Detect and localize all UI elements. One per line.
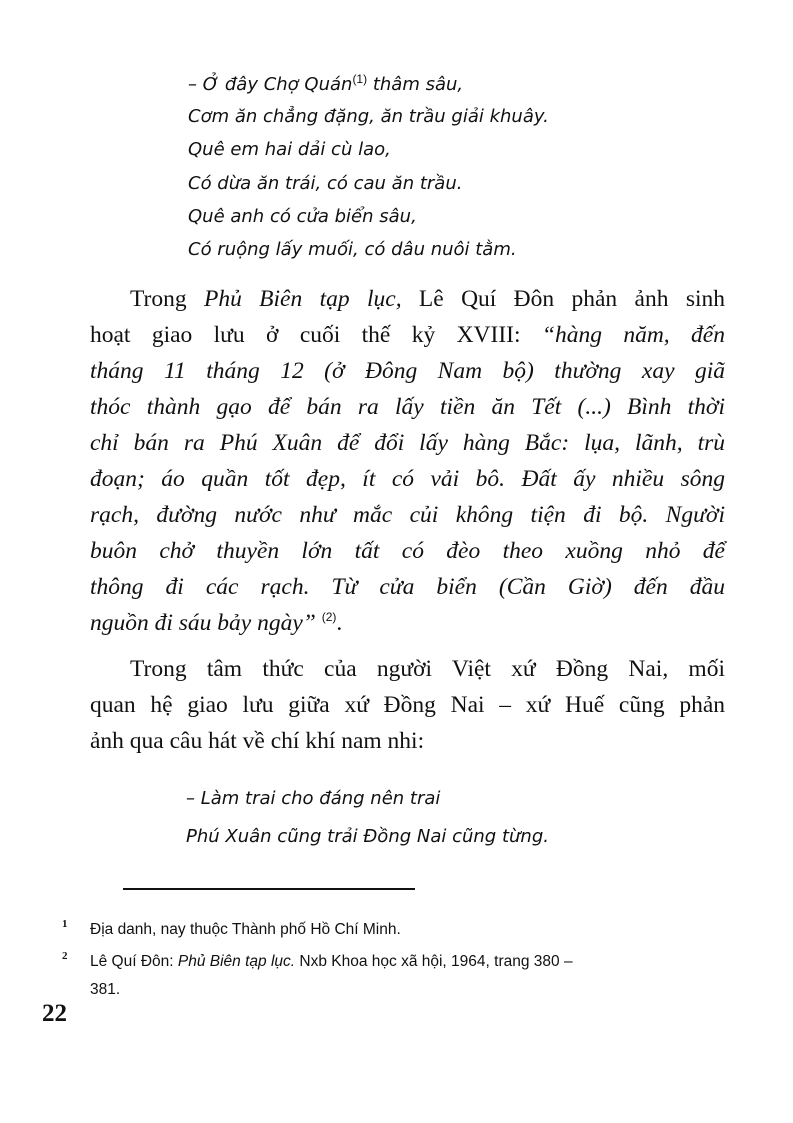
book-title: Phủ Biên tạp lục. bbox=[177, 953, 296, 970]
text-line bbox=[90, 538, 725, 565]
poem-text: thâm sâu, bbox=[367, 74, 464, 95]
poem-line: Có ruộng lấy muối, có dâu nuôi tằm. bbox=[188, 239, 517, 260]
poem-text: – Ở đây Chợ Quán bbox=[188, 74, 353, 95]
text: . bbox=[336, 610, 343, 636]
quote-text: đoạn; áo quần tốt đẹp, ít có vải bô. Đất ấy nhiều sông bbox=[90, 466, 725, 492]
quote-text: nguồn đi sáu bảy ngày” bbox=[90, 610, 316, 636]
footnote-text: Địa danh, nay thuộc Thành phố Hồ Chí Minh. bbox=[90, 921, 401, 938]
footnote-divider bbox=[123, 888, 415, 890]
text-line bbox=[90, 430, 725, 457]
text: Nxb Khoa học xã hội, 1964, trang 380 – bbox=[295, 953, 573, 970]
text-line bbox=[90, 358, 725, 385]
footnote-ref: (2) bbox=[321, 610, 337, 625]
text: Trong bbox=[130, 286, 204, 312]
text-line bbox=[90, 502, 725, 529]
poem-line: Phú Xuân cũng trải Đồng Nai cũng từng. bbox=[186, 826, 549, 847]
quote-text: “hàng năm, đến bbox=[541, 322, 725, 348]
quote-text: tháng 11 tháng 12 (ở Đông Nam bộ) thường xay giã bbox=[90, 358, 725, 384]
footnote-number: 2 bbox=[62, 950, 68, 962]
quote-text: chỉ bán ra Phú Xuân để đổi lấy hàng Bắc: lụa, lãnh, trù bbox=[90, 430, 725, 456]
poem-line: Cơm ăn chẳng đặng, ăn trầu giải khuây. bbox=[188, 106, 549, 127]
text-line bbox=[130, 286, 725, 313]
text-line: ảnh qua câu hát về chí khí nam nhi: bbox=[90, 728, 425, 754]
book-title: Phủ Biên tạp lục, bbox=[203, 286, 402, 312]
footnote-text bbox=[90, 953, 573, 971]
quote-text: thông đi các rạch. Từ cửa biển (Cần Giờ) đến đầu bbox=[90, 574, 725, 600]
poem-line: – Làm trai cho đáng nên trai bbox=[186, 788, 441, 809]
footnote-ref: (1) bbox=[352, 72, 368, 86]
text-line: quan hệ giao lưu giữa xứ Đồng Nai – xứ Huế cũng phản bbox=[90, 692, 725, 718]
quote-text: rạch, đường nước như mắc củi không tiện đi bộ. Người bbox=[90, 502, 725, 528]
text-line: Trong tâm thức của người Việt xứ Đồng Nai, mối bbox=[130, 656, 725, 682]
poem-line: Có dừa ăn trái, có cau ăn trầu. bbox=[188, 173, 463, 194]
text-line bbox=[90, 610, 725, 637]
quote-text: buôn chở thuyền lớn tất có đèo theo xuồng nhỏ để bbox=[90, 538, 725, 564]
text: Lê Quí Đôn phản ảnh sinh bbox=[401, 286, 725, 312]
text-line bbox=[90, 322, 725, 349]
poem-line: Quê em hai dải cù lao, bbox=[188, 139, 391, 160]
text-line bbox=[90, 574, 725, 601]
poem-line: Quê anh có cửa biển sâu, bbox=[188, 206, 417, 227]
poem-line bbox=[188, 72, 463, 95]
text-line bbox=[90, 394, 725, 421]
footnote-number: 1 bbox=[62, 918, 68, 930]
text: hoạt giao lưu ở cuối thế kỷ XVIII: bbox=[90, 322, 542, 348]
page-number: 22 bbox=[42, 1000, 67, 1027]
text: Lê Quí Đôn: bbox=[90, 953, 178, 970]
footnote-text: 381. bbox=[90, 981, 121, 998]
text-line bbox=[90, 466, 725, 493]
quote-text: thóc thành gạo để bán ra lấy tiền ăn Tết (...) Bình thời bbox=[90, 394, 725, 420]
